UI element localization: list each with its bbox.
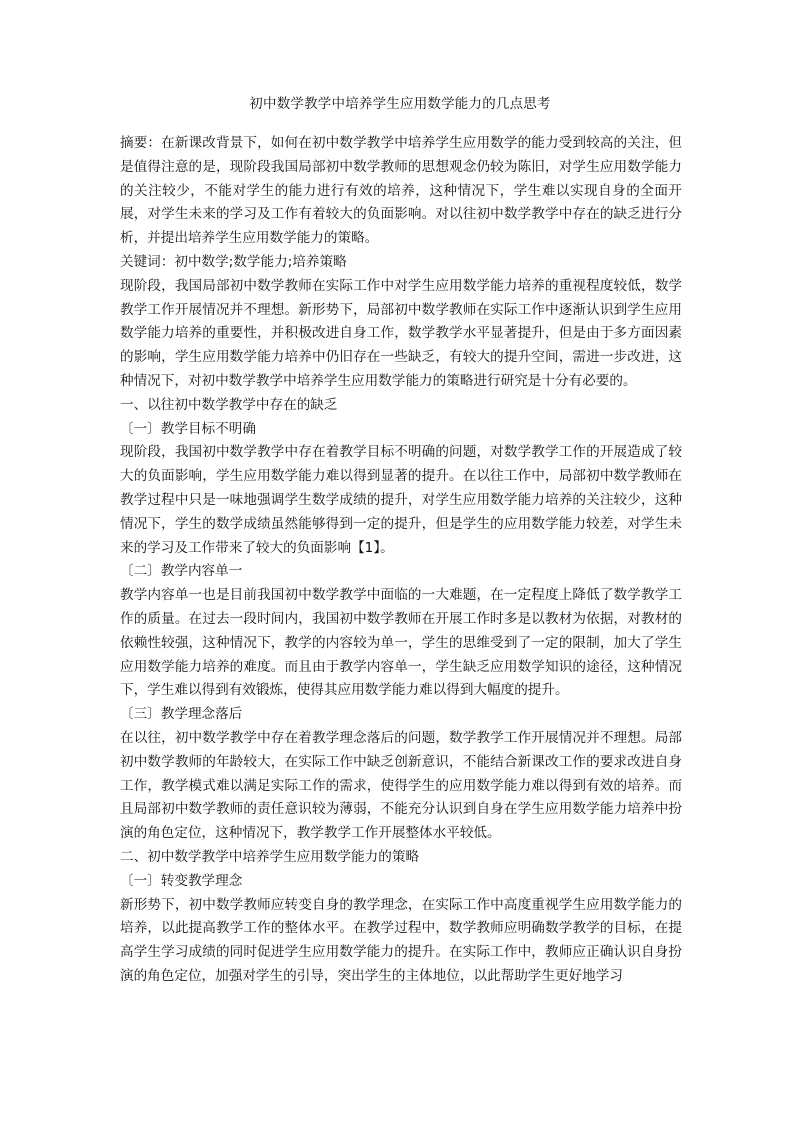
document-title: 初中数学教学中培养学生应用数学能力的几点思考: [249, 96, 551, 112]
subsection-heading-1-2: 〔二〕教学内容单一: [120, 563, 243, 580]
document-body: [120, 132, 682, 989]
section-heading-2: 二、初中数学教学中培养学生应用数学能力的策略: [120, 848, 420, 865]
subsection-heading-1-1: 〔一〕教学目标不明确: [120, 420, 256, 437]
subsection-heading-2-1: 〔一〕转变教学理念: [120, 872, 243, 889]
subsection-body-2-1: 新形势下，初中数学教师应转变自身的教学理念，在实际工作中高度重视学生应用数学能力的培养，以此提高教学工作的整体水平。在教学过程中，数学教师应明确数学教学的目标，在提高学生学习成绩的同时促进学生应用数学能力的提升。在实际工作中，教师应正确认识自身扮演的角色定位，加强对学生的引导，突出学生的主体地位，以此帮助学生更好地学习: [120, 896, 682, 984]
subsection-body-1-2: 教学内容单一也是目前我国初中数学教学中面临的一大难题，在一定程度上降低了数学教学工作的质量。在过去一段时间内，我国初中数学教师在开展工作时多是以教材为依据，对教材的依赖性较强，这种情况下，教学的内容较为单一，学生的思维受到了一定的限制，加大了学生应用数学能力培养的难度。而且由于教学内容单一，学生缺乏应用数学知识的途径，这种情况下，学生难以得到有效锻炼，使得其应用数学能力难以得到大幅度的提升。: [120, 587, 682, 699]
section-heading-1: 一、以往初中数学教学中存在的缺乏: [120, 396, 338, 413]
intro-paragraph: 现阶段，我国局部初中数学教师在实际工作中对学生应用数学能力培养的重视程度较低，数学教学工作开展情况并不理想。新形势下，局部初中数学教师在实际工作中逐渐认识到学生应用数学能力培养的重要性，并积极改进自身工作，数学教学水平显著提升，但是由于多方面因素的影响，学生应用数学能力培养中仍旧存在一些缺乏，有较大的提升空间，需进一步改进，这种情况下，对初中数学教学中培养学生应用数学能力的策略进行研究是十分有必要的。: [120, 277, 682, 389]
keywords-line: 关键词：初中数学;数学能力;培养策略: [120, 253, 347, 270]
abstract-paragraph: 摘要：在新课改背景下，如何在初中数学教学中培养学生应用数学的能力受到较高的关注，但是值得注意的是，现阶段我国局部初中数学教师的思想观念仍较为陈旧，对学生应用数学能力的关注较少，不能对学生的能力进行有效的培养，这种情况下，学生难以实现自身的全面开展，对学生未来的学习及工作有着较大的负面影响。对以往初中数学教学中存在的缺乏进行分析，并提出培养学生应用数学能力的策略。: [120, 135, 682, 247]
subsection-body-1-3: 在以往，初中数学教学中存在着教学理念落后的问题，数学教学工作开展情况并不理想。局部初中数学教师的年龄较大，在实际工作中缺乏创新意识，不能结合新课改工作的要求改进自身工作，教学模式难以满足实际工作的需求，使得学生的应用数学能力难以得到有效的培养。而且局部初中数学教师的责任意识较为薄弱，不能充分认识到自身在学生应用数学能力培养中扮演的角色定位，这种情况下，教学教学工作开展整体水平较低。: [120, 729, 682, 842]
subsection-heading-1-3: 〔三〕教学理念落后: [120, 706, 243, 723]
subsection-body-1-1: 现阶段，我国初中数学教学中存在着教学目标不明确的问题，对数学教学工作的开展造成了较大的负面影响，学生应用数学能力难以得到显著的提升。在以往工作中，局部初中数学教师在教学过程中只是一味地强调学生数学成绩的提升，对学生应用数学能力培养的关注较少，这种情况下，学生的数学成绩虽然能够得到一定的提升，但是学生的应用数学能力较差，对学生未来的学习及工作带来了较大的负面影响【1】。: [120, 444, 682, 556]
